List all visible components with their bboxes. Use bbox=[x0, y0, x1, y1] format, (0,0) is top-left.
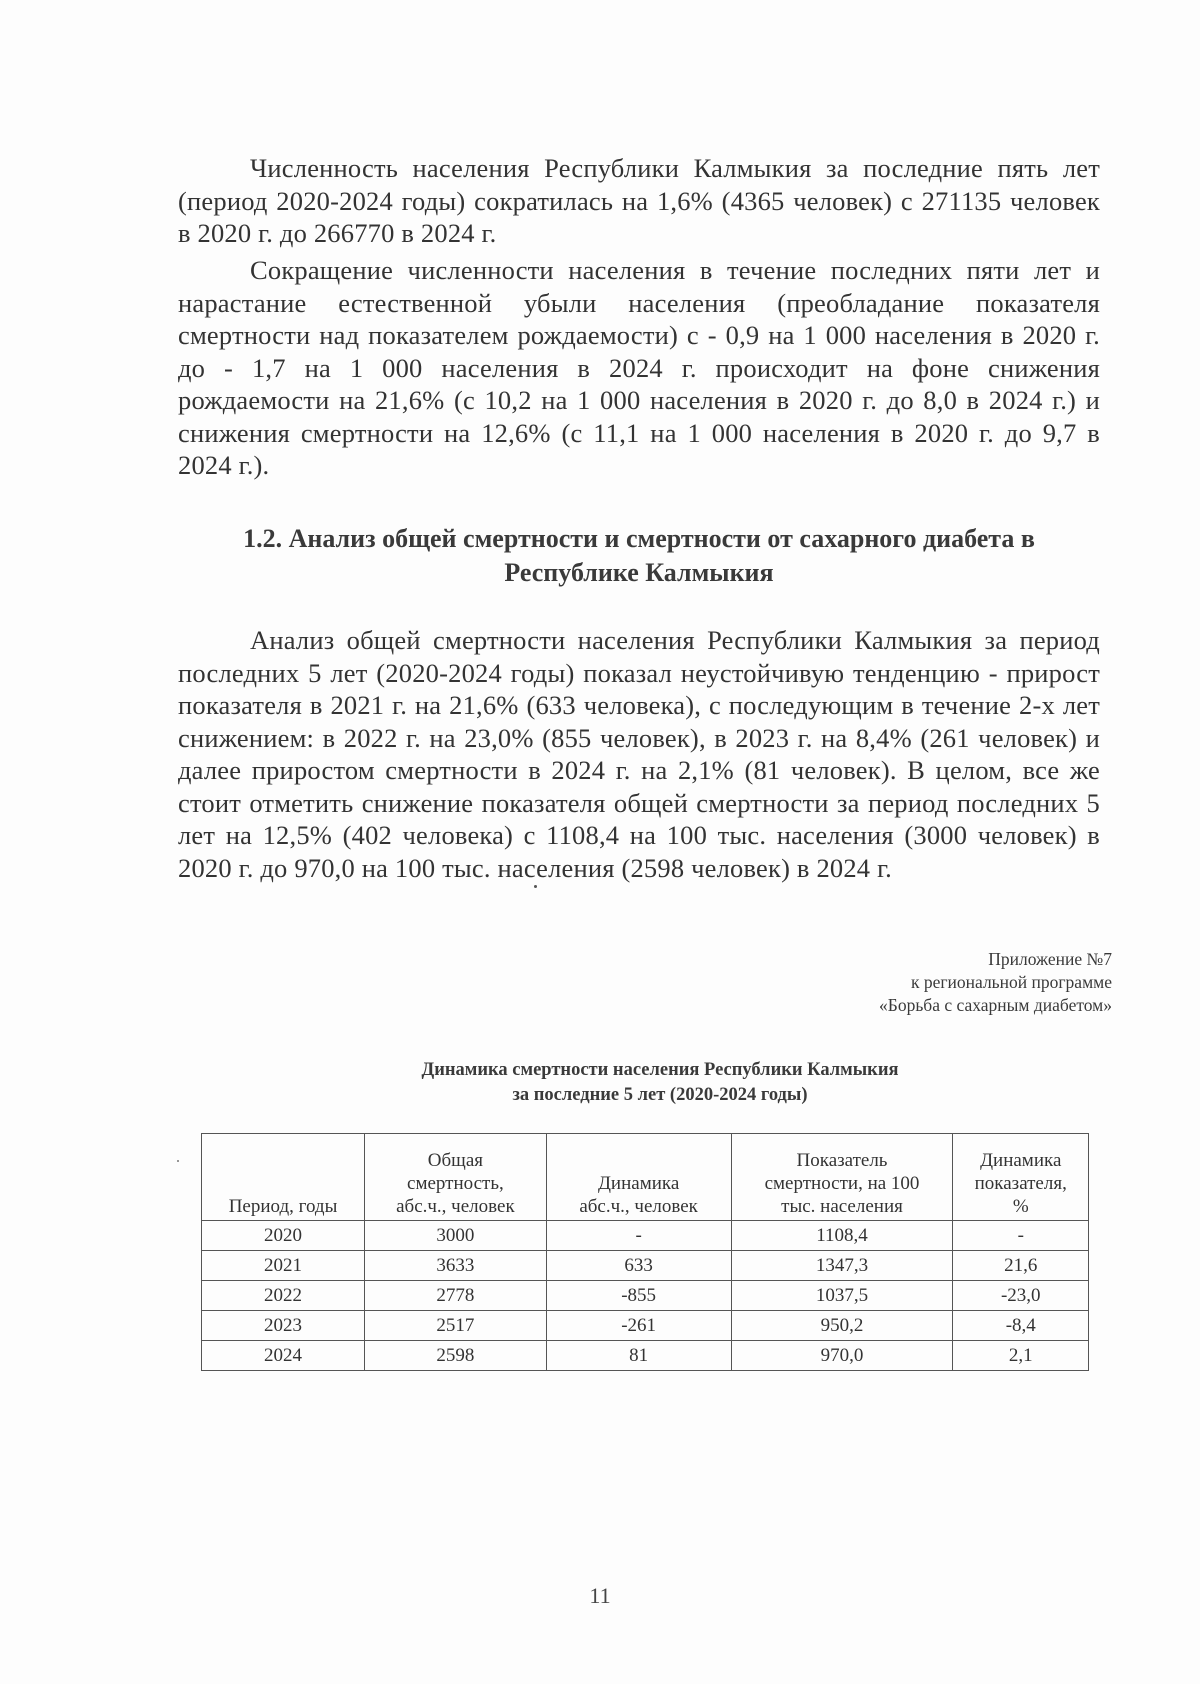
table-row bbox=[202, 1281, 1089, 1311]
appendix-line-3: «Борьба с сахарным диабетом» bbox=[879, 995, 1112, 1015]
header-rate-line-2: смертности, на 100 bbox=[764, 1173, 920, 1194]
cell-total: 2517 bbox=[365, 1311, 547, 1341]
table-title-line-1: Динамика смертности населения Республики Калмыкия bbox=[421, 1060, 899, 1080]
header-rate-line-3: тыс. населения bbox=[781, 1196, 903, 1217]
cell-year: 2023 bbox=[202, 1311, 365, 1341]
paragraph-mortality-analysis: Анализ общей смертности населения Республики Калмыкия за период последних 5 лет (2020-2024 годы) показал неустойчивую тенденцию - прирост показателя в 2021 г. на 21,6% (633 человека), с последующим в течение 2-х лет снижением: в 2022 г. на 23,0% (855 человек), в 2023 г. на 8,4% (261 человек) и далее приростом смертности в 2024 г. на 2,1% (81 человек). В целом, все же стоит отметить снижение показателя общей смертности за период последних 5 лет на 12,5% (402 человека) с 1108,4 на 100 тыс. населения (3000 человек) в 2020 г. до 970,0 на 100 тыс. населения (2598 человек) в 2024 г. bbox=[178, 625, 1100, 883]
section-heading bbox=[178, 522, 1100, 590]
header-rdyn-line-3: % bbox=[1012, 1196, 1029, 1217]
header-absolute-dynamics bbox=[546, 1134, 731, 1221]
section-heading-line-2: Республике Калмыкия bbox=[504, 558, 774, 587]
cell-rate-dynamics: -8,4 bbox=[953, 1311, 1089, 1341]
section-heading-line-1: 1.2. Анализ общей смертности и смертности от сахарного диабета в bbox=[243, 524, 1035, 553]
cell-total: 2598 bbox=[365, 1341, 547, 1371]
cell-total: 3000 bbox=[365, 1221, 547, 1251]
header-dyn-line-1: Динамика bbox=[597, 1173, 680, 1194]
table-row bbox=[202, 1341, 1089, 1371]
cell-rate-dynamics: -23,0 bbox=[953, 1281, 1089, 1311]
cell-year: 2020 bbox=[202, 1221, 365, 1251]
appendix-note bbox=[879, 948, 1112, 1017]
paragraph-natural-decline: Сокращение численности населения в течение последних пяти лет и нарастание естественной убыли населения (преобладание показателя смертности над показателем рождаемости) с - 0,9 на 1 000 населения в 2020 г. до - 1,7 на 1 000 населения в 2024 г. происходит на фоне снижения рождаемости на 21,6% (с 10,2 на 1 000 населения в 2020 г. до 8,0 в 2024 г.) и снижения смертности на 12,6% (с 11,1 на 1 000 населения в 2020 г. до 9,7 в 2024 г.). bbox=[178, 255, 1100, 480]
cell-total: 2778 bbox=[365, 1281, 547, 1311]
cell-rate-dynamics: - bbox=[953, 1221, 1089, 1251]
cell-year: 2024 bbox=[202, 1341, 365, 1371]
cell-dynamics: -261 bbox=[546, 1311, 731, 1341]
cell-dynamics: - bbox=[546, 1221, 731, 1251]
cell-rate: 1108,4 bbox=[731, 1221, 953, 1251]
cell-rate: 950,2 bbox=[731, 1311, 953, 1341]
cell-dynamics: 633 bbox=[546, 1251, 731, 1281]
header-mortality-rate bbox=[731, 1134, 953, 1221]
header-rdyn-line-1: Динамика bbox=[980, 1150, 1062, 1171]
page-number: 11 bbox=[589, 1583, 611, 1608]
cell-rate: 970,0 bbox=[731, 1341, 953, 1371]
cell-rate: 1347,3 bbox=[731, 1251, 953, 1281]
header-rate-dynamics bbox=[953, 1134, 1089, 1221]
cell-year: 2022 bbox=[202, 1281, 365, 1311]
scan-speck bbox=[534, 885, 537, 888]
appendix-line-1: Приложение №7 bbox=[988, 949, 1112, 969]
table-title-line-2: за последние 5 лет (2020-2024 годы) bbox=[512, 1085, 808, 1105]
appendix-line-2: к региональной программе bbox=[910, 972, 1112, 992]
cell-rate: 1037,5 bbox=[731, 1281, 953, 1311]
table-row bbox=[202, 1251, 1089, 1281]
table-row bbox=[202, 1311, 1089, 1341]
cell-total: 3633 bbox=[365, 1251, 547, 1281]
paragraph-population: Численность населения Республики Калмыкия за последние пять лет (период 2020-2024 годы) сократилась на 1,6% (4365 человек) с 271135 человек в 2020 г. до 266770 в 2024 г. bbox=[178, 153, 1100, 248]
table-header-row bbox=[202, 1134, 1089, 1221]
cell-dynamics: -855 bbox=[546, 1281, 731, 1311]
table-row bbox=[202, 1221, 1089, 1251]
header-total-line-1: Общая bbox=[427, 1150, 483, 1171]
cell-dynamics: 81 bbox=[546, 1341, 731, 1371]
mortality-table bbox=[201, 1133, 1089, 1371]
header-dyn-line-2: абс.ч., человек bbox=[579, 1196, 698, 1217]
header-total-line-3: абс.ч., человек bbox=[396, 1196, 515, 1217]
header-period bbox=[202, 1134, 365, 1221]
header-rate-line-1: Показатель bbox=[796, 1150, 888, 1171]
header-rdyn-line-2: показателя, bbox=[974, 1173, 1067, 1194]
table-title bbox=[300, 1058, 1020, 1108]
header-period-text: Период, годы bbox=[228, 1196, 338, 1217]
cell-rate-dynamics: 21,6 bbox=[953, 1251, 1089, 1281]
scan-speck bbox=[177, 1160, 179, 1162]
header-total-mortality bbox=[365, 1134, 547, 1221]
header-total-line-2: смертность, bbox=[407, 1173, 504, 1194]
cell-rate-dynamics: 2,1 bbox=[953, 1341, 1089, 1371]
cell-year: 2021 bbox=[202, 1251, 365, 1281]
